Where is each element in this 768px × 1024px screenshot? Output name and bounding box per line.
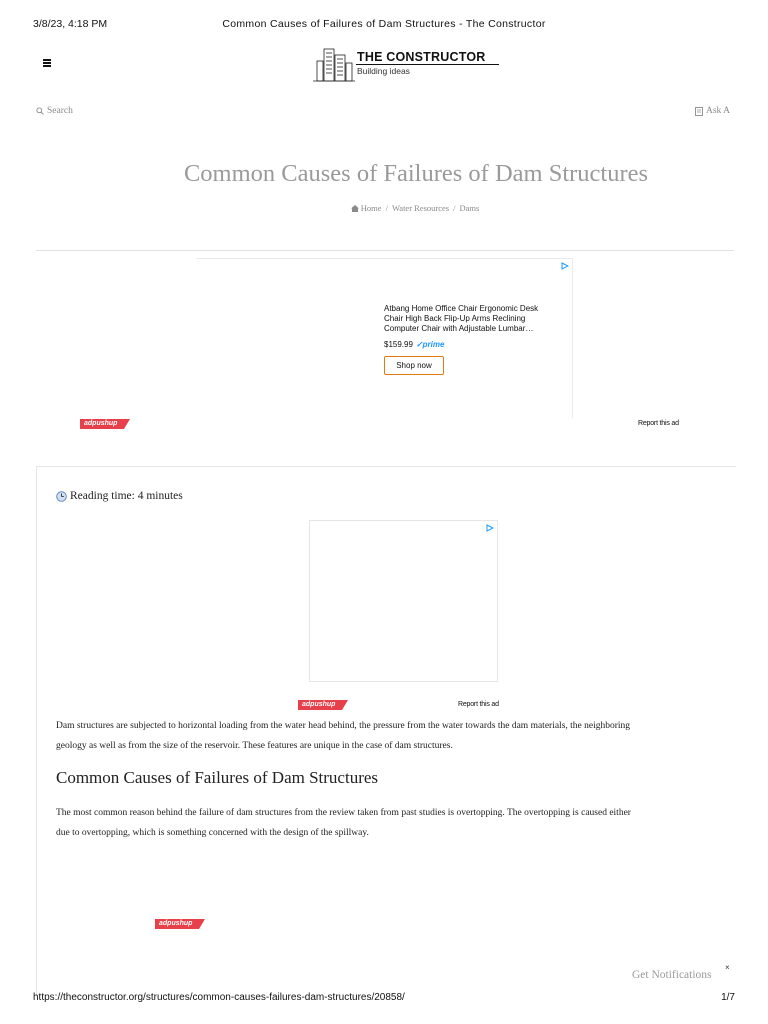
home-icon — [351, 205, 359, 212]
document-icon — [695, 107, 703, 116]
hamburger-menu-icon[interactable] — [43, 59, 51, 66]
ad-choices-icon[interactable] — [561, 262, 569, 270]
header-divider — [36, 250, 734, 251]
logo-rule — [356, 64, 499, 65]
notifications-label: Get Notifications — [632, 969, 712, 981]
adpushup-label: adpushup — [84, 419, 118, 427]
print-footer — [0, 992, 768, 1006]
adpushup-label: adpushup — [302, 700, 336, 708]
ad-box[interactable] — [309, 520, 498, 682]
adpushup-badge[interactable] — [298, 700, 348, 710]
search-label: Search — [47, 106, 73, 116]
prime-badge: ✓prime — [415, 340, 445, 349]
breadcrumb-water-resources[interactable]: Water Resources — [391, 203, 450, 213]
brand-name: THE CONSTRUCTOR — [357, 50, 486, 64]
print-page-number: 1/7 — [721, 992, 735, 1003]
reading-time — [56, 490, 183, 502]
building-logo-icon — [312, 45, 356, 83]
ask-label: Ask A — [705, 106, 730, 116]
search-icon — [36, 107, 44, 115]
print-doc-title: Common Causes of Failures of Dam Structures - The Constructor — [222, 18, 546, 30]
search-link[interactable] — [36, 106, 73, 116]
print-header — [0, 16, 768, 32]
page-title: Common Causes of Failures of Dam Structures — [183, 160, 649, 187]
print-url: https://theconstructor.org/structures/common-causes-failures-dam-structures/20858/ — [33, 992, 405, 1003]
paragraph-line: geology as well as from the size of the reservoir. These features are unique in the case of dam structures. — [56, 741, 453, 751]
ask-link[interactable] — [695, 106, 730, 116]
ad-product-title[interactable]: Atbang Home Office Chair Ergonomic Desk Chair High Back Flip-Up Arms Reclining Computer Chair with Adjustable Lumbar… — [384, 304, 539, 333]
breadcrumb-dams[interactable]: Dams — [459, 203, 480, 213]
close-icon[interactable]: × — [725, 963, 730, 972]
ad-choices-icon[interactable] — [486, 524, 494, 532]
breadcrumb: Home / Water Resources / Dams — [0, 203, 768, 213]
clock-icon — [56, 491, 67, 502]
ad-price — [384, 340, 444, 349]
ad-banner[interactable] — [196, 258, 573, 418]
report-ad-link[interactable]: Report this ad — [458, 701, 499, 708]
adpushup-badge[interactable] — [80, 419, 130, 429]
paragraph-line: Dam structures are subjected to horizontal loading from the water head behind, the pressure from the water towards the dam materials, the neighboring — [56, 721, 631, 731]
report-ad-link[interactable]: Report this ad — [638, 420, 679, 427]
site-logo[interactable] — [312, 45, 507, 83]
section-heading: Common Causes of Failures of Dam Structures — [56, 768, 379, 787]
paragraph-line: due to overtopping, which is something concerned with the design of the spillway. — [56, 828, 369, 838]
reading-time-text: Reading time: 4 minutes — [70, 490, 183, 502]
brand-tagline: Building ideas — [357, 66, 410, 76]
ad-price-value: $159.99 — [384, 340, 413, 349]
print-datetime: 3/8/23, 4:18 PM — [33, 18, 108, 30]
breadcrumb-home[interactable]: Home — [360, 203, 382, 213]
adpushup-badge[interactable] — [155, 919, 205, 929]
get-notifications-button[interactable] — [632, 963, 730, 981]
shop-now-button[interactable]: Shop now — [384, 356, 444, 375]
paragraph-line: The most common reason behind the failure of dam structures from the review taken from past studies is overtopping. The overtopping is caused either — [56, 808, 631, 818]
adpushup-label: adpushup — [159, 919, 193, 927]
